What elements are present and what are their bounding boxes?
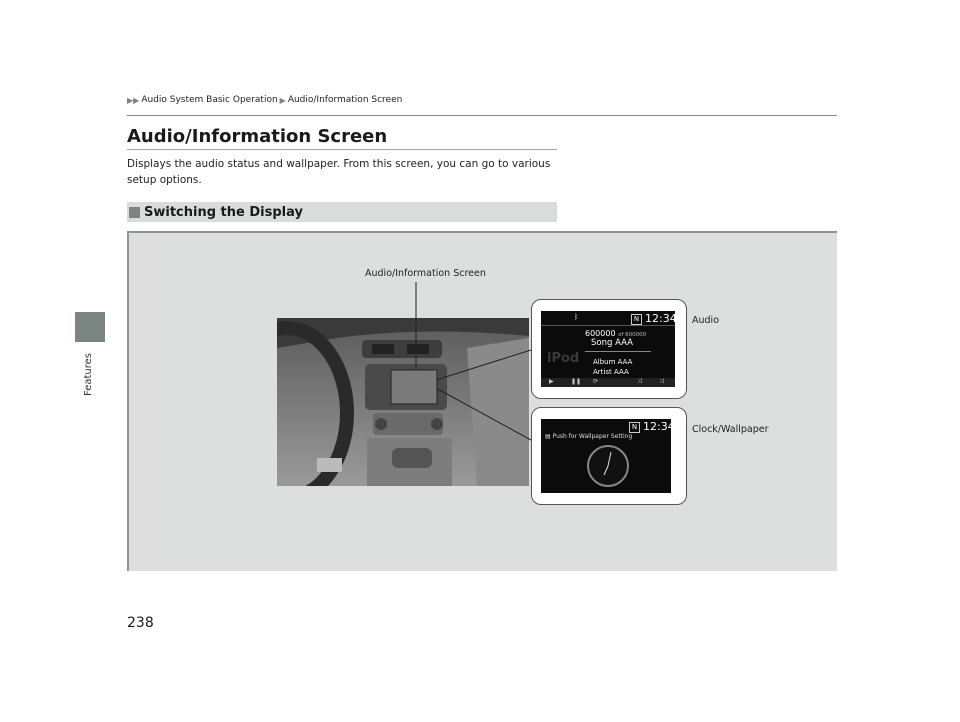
analog-clock-icon — [585, 443, 631, 489]
breadcrumb-item-2: Audio/Information Screen — [287, 95, 403, 105]
breadcrumb-arrow-icon: ▶ — [279, 95, 286, 105]
page-number: 238 — [127, 615, 154, 631]
artist-name: Artist AAA — [593, 368, 629, 376]
audio-controls-bar — [541, 378, 675, 387]
progress-bar — [585, 351, 651, 352]
track-number: 600000 — [585, 329, 616, 338]
audio-screen-callout — [531, 299, 687, 399]
audio-clock: 12:34 — [645, 312, 677, 325]
label-audio-information-screen: Audio/Information Screen — [365, 268, 486, 279]
audio-screen — [541, 311, 675, 387]
wallpaper-hint[interactable] — [545, 433, 632, 440]
label-audio: Audio — [692, 315, 720, 326]
indicator-n: N — [629, 422, 640, 433]
label-clock-wallpaper: Clock/Wallpaper — [692, 424, 769, 435]
album-name: Album AAA — [593, 358, 633, 366]
indicator-n: N — [631, 314, 642, 325]
shuffle-icon[interactable]: ⤨ — [637, 378, 642, 385]
page-description: Displays the audio status and wallpaper. From this screen, you can go to various setup options. — [127, 158, 551, 186]
wallpaper-hint-text: Push for Wallpaper Setting — [552, 433, 633, 440]
bluetooth-icon: ᛒ — [574, 313, 579, 321]
ipod-watermark: iPod — [547, 351, 580, 366]
repeat-icon[interactable]: ⟳ — [593, 378, 599, 385]
section-tab-label: Features — [83, 353, 94, 396]
song-title: Song AAA — [591, 338, 633, 348]
shuffle-all-icon[interactable]: ⤨ — [659, 378, 664, 385]
subheading-title: Switching the Display — [144, 204, 303, 220]
breadcrumb-item-1: Audio System Basic Operation — [141, 95, 278, 105]
menu-icon: ▤ — [545, 433, 551, 440]
clock-screen — [541, 419, 675, 493]
track-counter — [585, 329, 646, 338]
pause-icon[interactable]: ❚❚ — [571, 378, 582, 385]
breadcrumb-arrow-icon: ▶▶ — [127, 95, 140, 105]
clock-time: 12:34 — [643, 420, 675, 433]
screen-divider — [541, 325, 675, 326]
clock-screen-callout — [531, 407, 687, 505]
play-icon[interactable]: ▶ — [549, 378, 554, 385]
track-total: of 600000 — [618, 332, 647, 338]
page-title: Audio/Information Screen — [127, 126, 388, 147]
